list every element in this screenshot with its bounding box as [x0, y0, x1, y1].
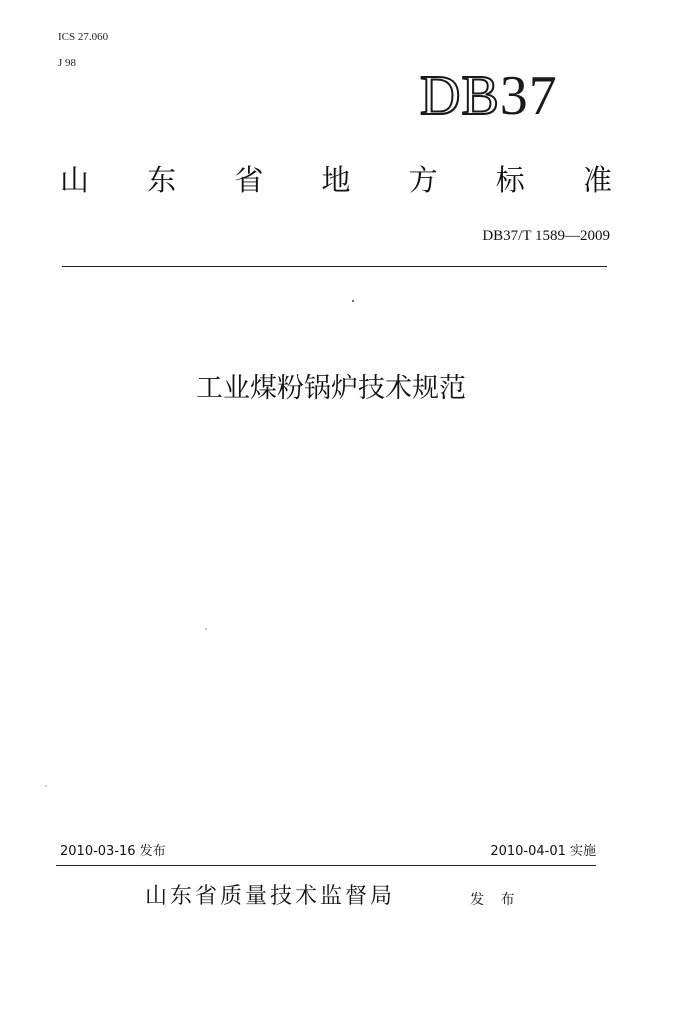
implement-date: 2010-04-01 实施	[490, 844, 596, 859]
standard-type-heading	[60, 160, 612, 200]
standard-type-char: 省	[234, 163, 264, 197]
logo-number: 37	[499, 65, 558, 127]
standard-type-char: 山	[60, 163, 90, 197]
db37-logo	[420, 65, 558, 127]
ics-code: ICS 27.060	[58, 31, 109, 43]
scan-speck	[45, 785, 47, 787]
standard-number: DB37/T 1589—2009	[482, 228, 610, 244]
standard-type-char: 标	[495, 163, 525, 197]
classification-code: J 98	[58, 57, 77, 69]
standard-type-char: 准	[582, 163, 612, 197]
issue-action: 发 布	[470, 892, 521, 908]
standard-type-char: 地	[321, 163, 351, 197]
top-divider	[62, 266, 607, 267]
document-title: 工业煤粉锅炉技术规范	[196, 373, 466, 404]
scan-speck	[352, 300, 354, 302]
issuing-authority: 山东省质量技术监督局	[145, 884, 396, 909]
standard-type-char: 方	[408, 163, 438, 197]
scan-speck	[205, 628, 207, 630]
standard-type-char: 东	[147, 163, 177, 197]
logo-prefix: DB	[420, 65, 500, 127]
publish-date: 2010-03-16 发布	[60, 844, 166, 859]
bottom-divider	[56, 865, 596, 866]
